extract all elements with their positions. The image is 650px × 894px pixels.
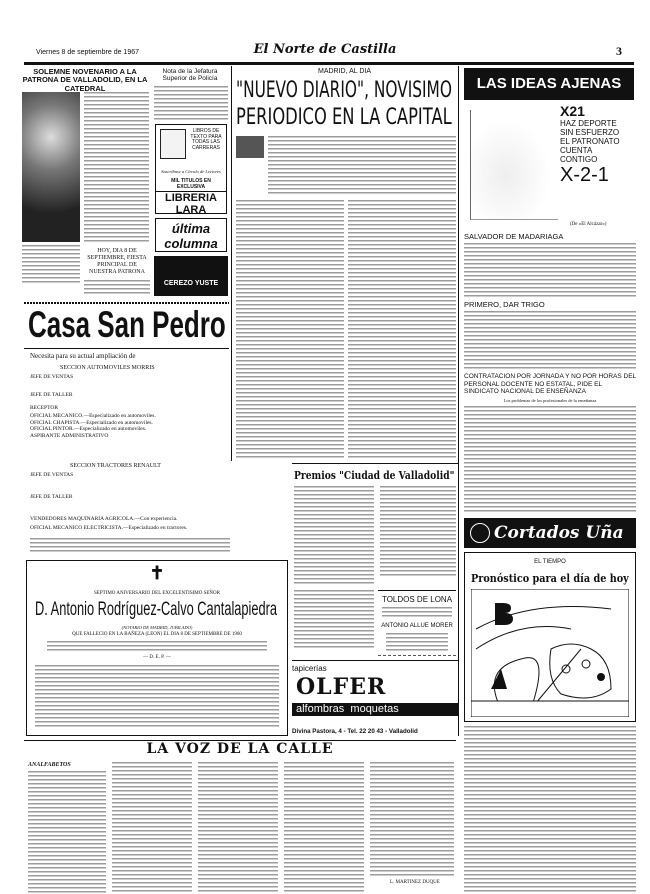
books-icon (160, 129, 186, 159)
voz-col1 (28, 771, 106, 894)
voz-headline: LA VOZ DE LA CALLE (146, 741, 334, 757)
toldos-text (382, 607, 452, 619)
premios-list (294, 590, 374, 650)
olfer-address: Divina Pastora, 4 - Tel. 22 20 43 - Valladolid (292, 728, 418, 735)
madrid-kicker: MADRID, AL DIA (317, 68, 372, 75)
cerezo-brand: CEREZO YUSTE (163, 280, 219, 287)
casa-section-renault: SECCION TRACTORES RENAULT (70, 463, 161, 469)
ad-line: CONTIGO (560, 155, 598, 164)
premios-headline: Premios "Ciudad de Valladolid" (294, 468, 455, 482)
libreria-name: LIBRERIA LARA (156, 191, 226, 216)
job-item: JEFE DE VENTAS (30, 472, 74, 478)
weather-kicker: EL TIEMPO (534, 559, 566, 565)
madariaga-headline: SALVADOR DE MADARIAGA (464, 232, 564, 241)
weather-headline: Pronóstico para el día de hoy (471, 572, 629, 585)
voz-subhead: ANALFABETOS (28, 762, 71, 768)
cartoon-credit: (De «El Alcázar») (570, 222, 607, 227)
col-divider (231, 66, 232, 461)
obituary-rip: — D. E. P. — (143, 655, 171, 660)
olfer-brand: OLFER (296, 674, 387, 700)
casa-jobs-morris (30, 374, 230, 439)
premios-body-col2 (380, 486, 456, 576)
obituary-role: (NOTARIO DE MADRID, JUBILADO) (121, 625, 193, 630)
madrid-headline-2: PERIODICO EN LA CAPITAL (236, 105, 452, 130)
madrid-lead (268, 136, 456, 196)
libreria-suscribase: Suscríbase a Círculo de Lectores (161, 169, 221, 174)
trigo-headline: PRIMERO, DAR TRIGO (464, 300, 545, 309)
nota-headline: Nota de la Jefatura Superior de Policía (162, 68, 218, 83)
toldos-name: ANTONIO ALLUE MORER (381, 623, 453, 629)
casa-footer (30, 538, 230, 554)
contratacion-subhead: Los problemas de los profesionales de la enseñanza (503, 398, 597, 403)
obituary-box (26, 560, 288, 736)
olfer-address-wrap (292, 720, 456, 738)
casa-jobs-renault (30, 472, 230, 532)
issue-date: Viernes 8 de septiembre de 1967 (36, 49, 139, 56)
voz-col5 (370, 762, 454, 876)
weather-map (471, 589, 629, 717)
ad-line: SIN ESFUERZO (560, 128, 620, 137)
job-item: JEFE DE TALLER (30, 392, 73, 398)
obituary-body (35, 665, 279, 729)
cortados-logo-icon (470, 523, 490, 543)
voz-col4 (284, 762, 364, 894)
job-item: VENDEDORES MAQUINARIA AGRICOLA.—Con experiencia. (30, 516, 178, 522)
madrid-headline-2-wrap (236, 105, 454, 130)
ad-line: CUENTA (560, 146, 593, 155)
voz-col2 (112, 762, 192, 894)
olfer-rule (292, 660, 458, 661)
masthead: El Norte de Castilla (253, 42, 397, 57)
job-item: OFICIAL CHAPISTA.—Especializado en automoviles. (30, 419, 153, 426)
madrid-headline-1: "NUEVO DIARIO", NOVISIMO (236, 78, 452, 103)
voz-signature: L. MARTINEZ DUQUE (390, 880, 440, 885)
las-ideas-ajenas-banner: LAS IDEAS AJENAS (464, 68, 634, 100)
weather-box (464, 552, 636, 722)
libreria-text: LIBROS DE TEXTO PARA TODAS LAS CARRERAS (190, 128, 222, 151)
toldos-title: TOLDOS DE LONA (381, 595, 453, 604)
contratacion-headline: CONTRATACION POR JORNADA Y NO POR HORAS DEL PERSONAL DOCENTE NO ESTATAL, PIDE EL SINDICATO NACIONAL DE ENSEÑANZA (464, 373, 636, 395)
cartoon-drawing (470, 110, 558, 220)
premios-body-col1 (294, 486, 374, 586)
cerezo-yuste-ad (154, 256, 228, 296)
cartoon-ad-text (560, 104, 636, 186)
job-item: OFICIAL PINTOR.—Especializado en automoviles. (30, 426, 147, 432)
job-item: RECEPTOR (30, 405, 59, 411)
col-divider (458, 66, 459, 736)
madrid-body-col2 (348, 200, 456, 460)
novenario-headline: SOLEMNE NOVENARIO A LA PATRONA DE VALLADOLID, EN LA CATEDRAL (22, 67, 148, 93)
virgin-photo (22, 92, 80, 242)
olfer-bar: alfombras moquetas (292, 703, 458, 716)
job-item: OFICIAL MECANICO.—Especializado en automoviles. (30, 413, 156, 419)
obituary-sacraments (47, 641, 267, 651)
toldos-ad (378, 590, 456, 656)
voz-col3 (198, 762, 278, 894)
casa-rule-bottom (24, 348, 229, 349)
casa-intro: Necesita para su actual ampliación de (30, 352, 136, 360)
casa-section-morris: SECCION AUTOMOVILES MORRIS (60, 365, 155, 371)
novenario-caption (22, 245, 80, 285)
olfer-kicker: tapicerías (292, 664, 327, 673)
nota-body (154, 86, 228, 120)
weather-body (464, 726, 636, 894)
madariaga-body (464, 243, 636, 298)
trigo-body (464, 311, 636, 370)
job-item: JEFE DE TALLER (30, 494, 73, 500)
obituary-name: D. Antonio Rodríguez-Calvo Cantalapiedra (35, 599, 278, 620)
novenario-body (84, 92, 149, 242)
madrid-headline-1-wrap (236, 78, 454, 103)
job-item: JEFE DE VENTAS (30, 374, 74, 380)
job-item: ASPIRANTE ADMINISTRATIVO (30, 432, 109, 439)
ad-line: X-2-1 (560, 164, 609, 186)
job-item: OFICIAL MECANICO ELECTRICISTA.—Especializado en tractores. (30, 525, 188, 531)
contratacion-body (464, 406, 636, 512)
casa-title-wrap (28, 304, 228, 346)
premios-headline-wrap (294, 466, 456, 484)
casa-san-pedro-title: Casa San Pedro (28, 304, 226, 345)
ultima-columna-title: última columna (155, 218, 227, 252)
obituary-died: QUE FALLECIO EN LA BAÑEZA (LEON) EL DIA 8 DE SEPTIEMBRE DE 1960 (72, 632, 242, 637)
toldos-address (386, 633, 448, 651)
libreria-lara-ad (155, 124, 227, 217)
page-number: 3 (616, 44, 622, 58)
madrid-body-col1 (236, 200, 344, 460)
ad-line: HAZ DEPORTE (560, 119, 617, 128)
ad-line: X21 (560, 103, 585, 119)
ad-line: EL PATRONATO (560, 137, 620, 146)
cross-icon: ✝ (149, 563, 165, 583)
premios-rule (292, 463, 458, 464)
obituary-name-wrap (35, 599, 279, 623)
weather-headline-wrap (471, 569, 631, 587)
cortados-brand: Cortados Uña (494, 523, 624, 543)
header-rule (24, 62, 634, 65)
cortados-una-ad (464, 518, 636, 548)
obituary-kicker: SEPTIMO ANIVERSARIO DEL EXCELENTISIMO SEÑOR (94, 591, 220, 596)
novenario-notice: HOY, DIA 8 DE SEPTIEMBRE, FIESTA PRINCIPAL DE NUESTRA PATRONA (87, 248, 147, 275)
madrid-photo (236, 136, 264, 158)
novenario-tail (84, 280, 150, 296)
libreria-mil-titulos: MIL TITULOS EN EXCLUSIVA (171, 178, 211, 190)
